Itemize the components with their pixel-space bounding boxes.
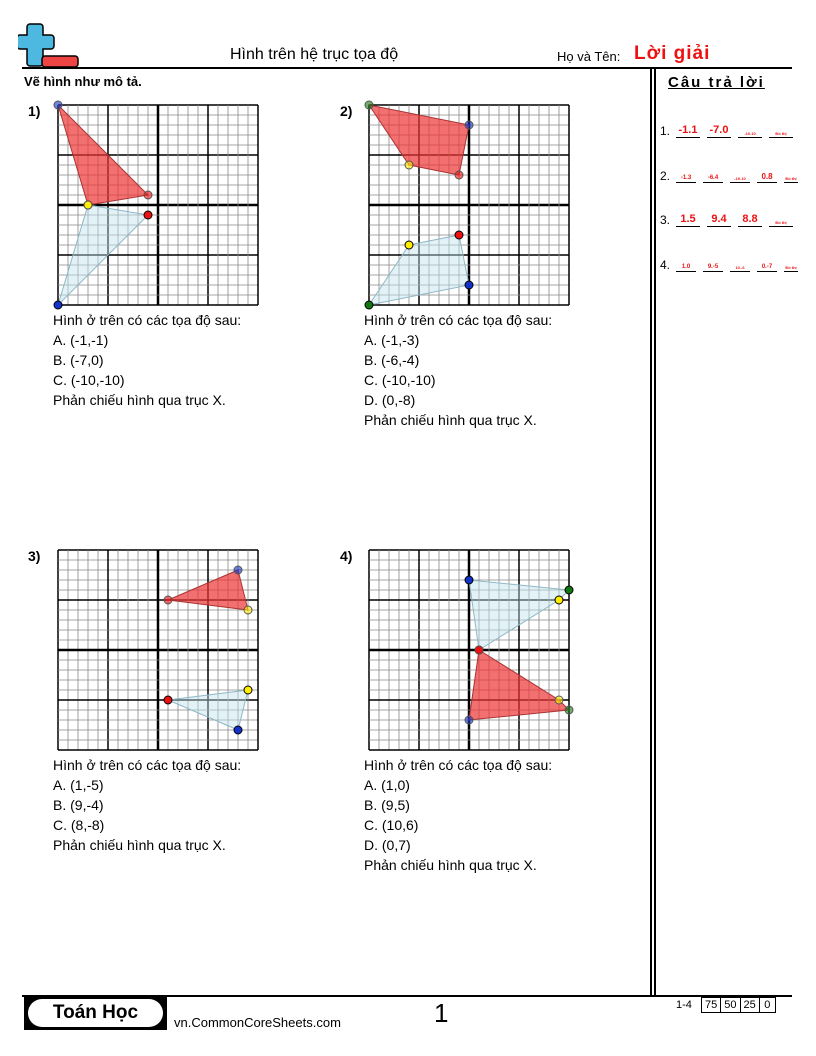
- answer-number: 1.: [660, 124, 671, 138]
- answer-blank: Đồ thị: [769, 221, 793, 227]
- point-marker: [465, 281, 473, 289]
- coordinate-a: A. (-1,-1): [53, 332, 109, 348]
- coordinate-c: C. (-10,-10): [364, 372, 436, 388]
- point-marker: [244, 686, 252, 694]
- brand-label: Toán Học: [28, 999, 163, 1027]
- point-marker: [555, 596, 563, 604]
- coordinate-a: A. (-1,-3): [364, 332, 420, 348]
- point-marker: [565, 706, 573, 714]
- logo-icon: [18, 22, 80, 68]
- problem-task: Phản chiếu hình qua trục X.: [364, 857, 537, 873]
- score-cell: 50: [720, 998, 739, 1012]
- problem-intro: Hình ở trên có các tọa độ sau:: [364, 757, 553, 773]
- problem-intro: Hình ở trên có các tọa độ sau:: [53, 757, 242, 773]
- coordinate-b: B. (-6,-4): [364, 352, 420, 368]
- answer-blank: -6.4: [703, 175, 723, 183]
- answer-blank: -7.0: [707, 125, 731, 138]
- point-marker: [84, 201, 92, 209]
- point-marker: [555, 696, 563, 704]
- answer-blank: 9.-5: [703, 264, 723, 272]
- point-marker: [144, 211, 152, 219]
- brand-badge: [24, 996, 167, 1030]
- coordinate-c: C. (-10,-10): [53, 372, 125, 388]
- point-marker: [465, 576, 473, 584]
- point-marker: [405, 161, 413, 169]
- page-number: 1: [434, 998, 449, 1028]
- score-cell: 75: [705, 999, 718, 1011]
- answer-number: 2.: [660, 169, 671, 183]
- column-divider: [654, 68, 656, 996]
- answer-blank: 1.5: [676, 214, 700, 227]
- coordinate-d: D. (0,-8): [364, 392, 416, 408]
- point-marker: [475, 646, 483, 654]
- point-marker: [365, 101, 373, 109]
- score-cell: 0: [759, 998, 775, 1012]
- page-title: Hình trên hệ trục tọa độ: [230, 46, 399, 63]
- problem-task: Phản chiếu hình qua trục X.: [364, 412, 537, 428]
- point-marker: [465, 121, 473, 129]
- point-marker: [455, 231, 463, 239]
- column-divider: [650, 68, 652, 996]
- coordinate-grid: [53, 545, 263, 755]
- point-marker: [405, 241, 413, 249]
- problem-text: [53, 755, 241, 855]
- point-marker: [54, 301, 62, 309]
- problem-number: 4): [340, 548, 353, 564]
- problem-text: [364, 755, 552, 875]
- answer-number: 4.: [660, 258, 671, 272]
- problem-task: Phản chiếu hình qua trục X.: [53, 837, 226, 853]
- answer-blank: -10.10: [738, 132, 762, 138]
- coordinate-a: A. (1,-5): [53, 777, 104, 793]
- coordinate-b: B. (-7,0): [53, 352, 104, 368]
- answer-row-1: [660, 124, 800, 138]
- answer-blank: -10.10: [730, 177, 750, 183]
- answer-blank: 0.8: [757, 173, 777, 183]
- name-value: Lời giải: [634, 43, 711, 64]
- instructions: Vẽ hình như mô tả.: [24, 74, 142, 89]
- coordinate-grid: [53, 100, 263, 310]
- answer-blank: Đồ thị: [769, 132, 793, 138]
- problem-text: [364, 310, 552, 430]
- answer-blank: -1.3: [676, 175, 696, 183]
- answer-blank: Đồ thị: [785, 265, 797, 270]
- answer-blank: 10.-6: [730, 266, 750, 272]
- problem-number: 2): [340, 103, 353, 119]
- answer-number: 3.: [660, 213, 671, 227]
- answer-blank: -1.1: [676, 125, 700, 138]
- point-marker: [144, 191, 152, 199]
- problem-intro: Hình ở trên có các tọa độ sau:: [53, 312, 242, 328]
- point-marker: [234, 566, 242, 574]
- answer-row-2: [660, 169, 805, 183]
- reflected-shape: [369, 105, 469, 175]
- coordinate-grid: [364, 545, 574, 755]
- score-range: 1-4: [676, 999, 692, 1011]
- answer-row-4: [660, 258, 805, 272]
- problem-text: [53, 310, 241, 410]
- problem-task: Phản chiếu hình qua trục X.: [53, 392, 226, 408]
- point-marker: [365, 301, 373, 309]
- answer-blank: 0.-7: [757, 264, 777, 272]
- problem-number: 1): [28, 103, 41, 119]
- coordinate-b: B. (9,5): [364, 797, 410, 813]
- coordinate-b: B. (9,-4): [53, 797, 104, 813]
- point-marker: [164, 696, 172, 704]
- point-marker: [54, 101, 62, 109]
- coordinate-grid: [364, 100, 574, 310]
- point-marker: [465, 716, 473, 724]
- answers-title: Câu trả lời: [668, 74, 765, 91]
- point-marker: [164, 596, 172, 604]
- answer-row-3: [660, 213, 800, 227]
- answer-blank: Đồ thị: [785, 176, 797, 181]
- score-table: [701, 997, 776, 1013]
- answer-blank: 1.0: [676, 264, 696, 272]
- point-marker: [565, 586, 573, 594]
- coordinate-c: C. (8,-8): [53, 817, 105, 833]
- answer-blank: 8.8: [738, 214, 762, 227]
- header-divider: [22, 67, 792, 69]
- point-marker: [455, 171, 463, 179]
- name-label: Họ và Tên:: [557, 49, 621, 64]
- point-marker: [234, 726, 242, 734]
- coordinate-a: A. (1,0): [364, 777, 410, 793]
- score-cell: 25: [740, 998, 759, 1012]
- coordinate-c: C. (10,6): [364, 817, 419, 833]
- answer-blank: 9.4: [707, 214, 731, 227]
- problem-number: 3): [28, 548, 41, 564]
- point-marker: [244, 606, 252, 614]
- problem-intro: Hình ở trên có các tọa độ sau:: [364, 312, 553, 328]
- given-shape: [369, 235, 469, 305]
- site-url: vn.CommonCoreSheets.com: [174, 1015, 341, 1030]
- coordinate-d: D. (0,7): [364, 837, 411, 853]
